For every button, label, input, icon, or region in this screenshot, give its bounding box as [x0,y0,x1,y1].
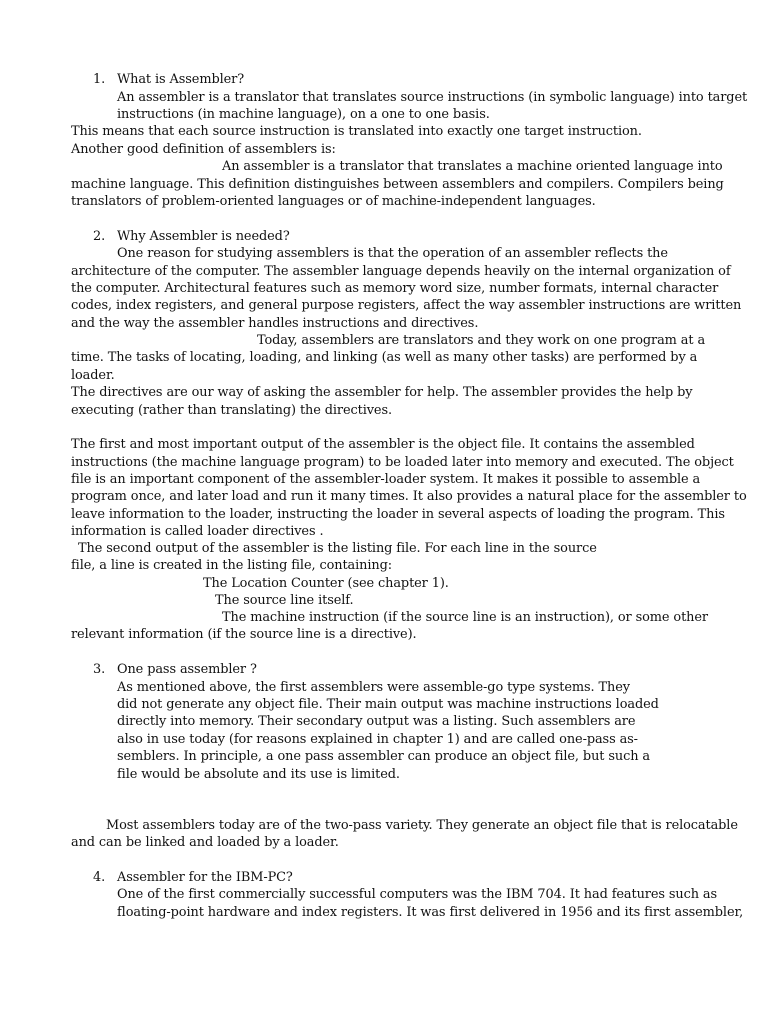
text-line: file would be absolute and its use is limited. [117,767,400,782]
text-line: executing (rather than translating) the directives. [71,403,392,418]
text-line: codes, index registers, and general purpose registers, affect the way assembler instructions are written [71,298,742,313]
text-line: did not generate any object file. Their main output was machine instructions loaded [117,697,659,712]
section-4-heading: Assembler for the IBM-PC? [117,870,293,885]
text-line: floating-point hardware and index registers. It was first delivered in 1956 and its first assembler, [117,905,744,920]
section-4-number: 4. [93,870,106,885]
text-line: file, a line is created in the listing file, containing: [71,558,392,573]
text-line: also in use today (for reasons explained in chapter 1) and are called one-pass as- [117,732,638,747]
text-line: machine language. This definition distinguishes between assemblers and compilers. Compilers being [71,177,724,192]
text-line: directly into memory. Their secondary output was a listing. Such assemblers are [117,714,636,729]
text-line: The second output of the assembler is the listing file. For each line in the source [78,541,597,556]
text-line: architecture of the computer. The assembler language depends heavily on the internal organization of [71,264,731,279]
text-line: semblers. In principle, a one pass assembler can produce an object file, but such a [117,749,650,764]
text-line: translators of problem-oriented languages or of machine-independent languages. [71,194,596,209]
text-line: One of the first commercially successful computers was the IBM 704. It had features such as [117,887,718,902]
text-line: One reason for studying assemblers is that the operation of an assembler reflects the [117,246,668,261]
text-line: time. The tasks of locating, loading, and linking (as well as many other tasks) are performed by a [71,350,698,365]
section-3-number: 3. [93,662,106,677]
text-line: instructions (the machine language program) to be loaded later into memory and executed. The object [71,455,734,470]
text-line: the computer. Architectural features such as memory word size, number formats, internal character [71,281,719,296]
text-line: program once, and later load and run it many times. It also provides a natural place for the assembler to [71,489,747,504]
text-line: The directives are our way of asking the assembler for help. The assembler provides the help by [71,385,693,400]
text-line: and can be linked and loaded by a loader. [71,835,339,850]
section-2-heading: Why Assembler is needed? [117,229,290,244]
text-line: relevant information (if the source line is a directive). [71,627,417,642]
section-3-heading: One pass assembler ? [117,662,257,677]
text-line: leave information to the loader, instructing the loader in several aspects of loading the program. This [71,507,725,522]
text-line: The machine instruction (if the source line is an instruction), or some other [222,610,708,625]
text-line: file is an important component of the assembler-loader system. It makes it possible to assemble a [71,472,701,487]
text-line: and the way the assembler handles instructions and directives. [71,316,479,331]
text-line: This means that each source instruction is translated into exactly one target instruction. [71,124,642,139]
text-line: Another good definition of assemblers is: [71,142,336,157]
text-line: The first and most important output of the assembler is the object file. It contains the assembled [71,437,695,452]
text-line: An assembler is a translator that translates source instructions (in symbolic language) into target [117,90,748,105]
text-line: As mentioned above, the first assemblers were assemble-go type systems. They [117,680,630,695]
section-1-heading: What is Assembler? [117,72,245,87]
section-2-number: 2. [93,229,106,244]
text-line: loader. [71,368,115,383]
text-line: An assembler is a translator that translates a machine oriented language into [222,159,723,174]
text-line: information is called loader directives . [71,524,324,539]
text-line: instructions (in machine language), on a one to one basis. [117,107,490,122]
text-line: Most assemblers today are of the two-pass variety. They generate an object file that is relocatable [106,818,738,833]
text-line: Today, assemblers are translators and they work on one program at a [257,333,706,348]
text-line: The Location Counter (see chapter 1). [203,576,449,591]
text-line: The source line itself. [215,593,354,608]
section-1-number: 1. [93,72,106,87]
